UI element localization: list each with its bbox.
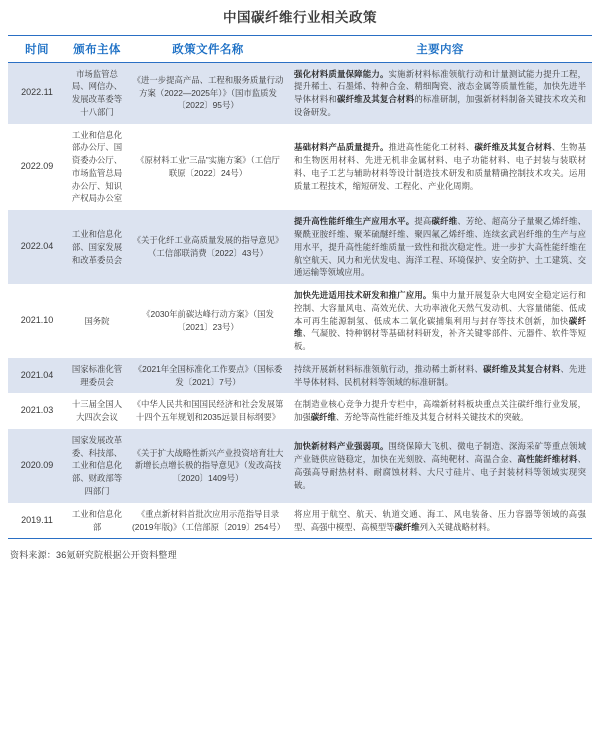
page-title: 中国碳纤维行业相关政策 bbox=[223, 10, 377, 25]
table-row bbox=[8, 284, 592, 358]
cell-content: 提升高性能纤维生产应用水平。提高碳纤维、芳纶、超高分子量聚乙烯纤维、聚酰亚胺纤维、聚苯硫醚纤维、聚四氟乙烯纤维、连续玄武岩纤维的生产与应用水平，提升高性能纤维质量一致性和批次稳定性。进一步扩大高性能纤维在航空航天、风力和光伏发电、海洋工程、环境保护、安全防护、土工建筑、交通运输等领域应用。 bbox=[288, 210, 592, 284]
cell-issuer: 国务院 bbox=[66, 284, 128, 358]
cell-doc: 《关于化纤工业高质量发展的指导意见》（工信部联消费〔2022〕43号） bbox=[128, 210, 288, 284]
cell-time: 2021.03 bbox=[8, 393, 66, 429]
table-body bbox=[8, 62, 592, 538]
cell-doc: 《2021年全国标准化工作要点》（国标委发〔2021〕7号） bbox=[128, 358, 288, 394]
cell-issuer: 工业和信息化部办公厅、国资委办公厅、市场监管总局办公厅、知识产权局办公室 bbox=[66, 124, 128, 211]
cell-doc: 《关于扩大战略性新兴产业投资培育壮大新增长点增长极的指导意见》（发改高技〔2020〕1409号） bbox=[128, 429, 288, 503]
cell-content: 基础材料产品质量提升。推进高性能化工材料、碳纤维及其复合材料、生物基和生物医用材料、先进无机非金属材料、电子功能材料、电子封装与装联材料、电子工艺与辅助材料等设计制造技术研发和质量精确控制技术攻关。运用质量工程技术，缩短研发、工程化、产业化周期。 bbox=[288, 124, 592, 211]
table-row bbox=[8, 393, 592, 429]
cell-doc: 《进一步提高产品、工程和服务质量行动方案（2022—2025年）》（国市监质发〔2022〕95号） bbox=[128, 62, 288, 124]
cell-time: 2022.04 bbox=[8, 210, 66, 284]
cell-issuer: 市场监管总局、网信办、发展改革委等十八部门 bbox=[66, 62, 128, 124]
table-row bbox=[8, 210, 592, 284]
cell-content: 持续开展新材料标准领航行动，推动稀土新材料、碳纤维及其复合材料、先进半导体材料、民机材料等领域的标准研制。 bbox=[288, 358, 592, 394]
cell-issuer: 国家标准化管理委员会 bbox=[66, 358, 128, 394]
column-header-content: 主要内容 bbox=[416, 43, 464, 56]
table-row bbox=[8, 124, 592, 211]
cell-content: 加快新材料产业强弱项。围绕保障大飞机、微电子制造、深海采矿等重点领域产业链供应链稳定，加快在光刻胶、高纯靶材、高温合金、高性能纤维材料、高强高导耐热材料、耐腐蚀材料、大尺寸硅片、电子封装材料等领域实现突破。 bbox=[288, 429, 592, 503]
cell-content: 加快先进适用技术研发和推广应用。集中力量开展复杂大电网安全稳定运行和控制、大容量风电、高效光伏、大功率液化天然气发动机、大容量储能、低成本可再生能源制氢、低成本二氧化碳捕集利用与封存等技术创新，加快碳纤维、气凝胶、特种钢材等基础材料研发，补齐关键零部件、元器件、软件等短板。 bbox=[288, 284, 592, 358]
header-row bbox=[8, 35, 592, 62]
table-header bbox=[8, 35, 592, 62]
table-row bbox=[8, 429, 592, 503]
cell-issuer: 国家发展改革委、科技部、工业和信息化部、财政部等四部门 bbox=[66, 429, 128, 503]
cell-doc: 《2030年前碳达峰行动方案》（国发〔2021〕23号） bbox=[128, 284, 288, 358]
column-header-issuer: 颁布主体 bbox=[73, 43, 121, 56]
cell-time: 2019.11 bbox=[8, 503, 66, 539]
cell-time: 2021.10 bbox=[8, 284, 66, 358]
column-header-doc: 政策文件名称 bbox=[172, 43, 244, 56]
policy-table bbox=[8, 35, 592, 539]
cell-content: 强化材料质量保障能力。实施新材料标准领航行动和计量测试能力提升工程，提升稀土、石墨烯、特种合金、精细陶瓷、液态金属等质量性能，加快先进半导体材料和碳纤维及其复合材料的标准研制，加强新材料制备关键技术攻关和设备研发。 bbox=[288, 62, 592, 124]
cell-content: 在制造业核心竞争力提升专栏中，高端新材料板块重点关注碳纤维行业发展，加强碳纤维、芳纶等高性能纤维及其复合材料关键技术的突破。 bbox=[288, 393, 592, 429]
cell-doc: 《中华人民共和国国民经济和社会发展第十四个五年规划和2035远景目标纲要》 bbox=[128, 393, 288, 429]
source-note: 资料来源：36氪研究院根据公开资料整理 bbox=[10, 550, 177, 561]
cell-time: 2022.11 bbox=[8, 62, 66, 124]
table-row bbox=[8, 358, 592, 394]
cell-content: 将应用于航空、航天、轨道交通、海工、风电装备、压力容器等领域的高强型、高强中模型、高模型等碳纤维列入关键战略材料。 bbox=[288, 503, 592, 539]
cell-time: 2020.09 bbox=[8, 429, 66, 503]
cell-time: 2021.04 bbox=[8, 358, 66, 394]
cell-issuer: 工业和信息化部 bbox=[66, 503, 128, 539]
cell-doc: 《原材料工业“三品”实施方案》（工信厅联原〔2022〕24号） bbox=[128, 124, 288, 211]
table-row bbox=[8, 503, 592, 539]
column-header-time: 时间 bbox=[25, 43, 49, 56]
table-row bbox=[8, 62, 592, 124]
cell-issuer: 十三届全国人大四次会议 bbox=[66, 393, 128, 429]
cell-doc: 《重点新材料首批次应用示范指导目录(2019年版)》（工信部原〔2019〕254号） bbox=[128, 503, 288, 539]
cell-issuer: 工业和信息化部、国家发展和改革委员会 bbox=[66, 210, 128, 284]
cell-time: 2022.09 bbox=[8, 124, 66, 211]
